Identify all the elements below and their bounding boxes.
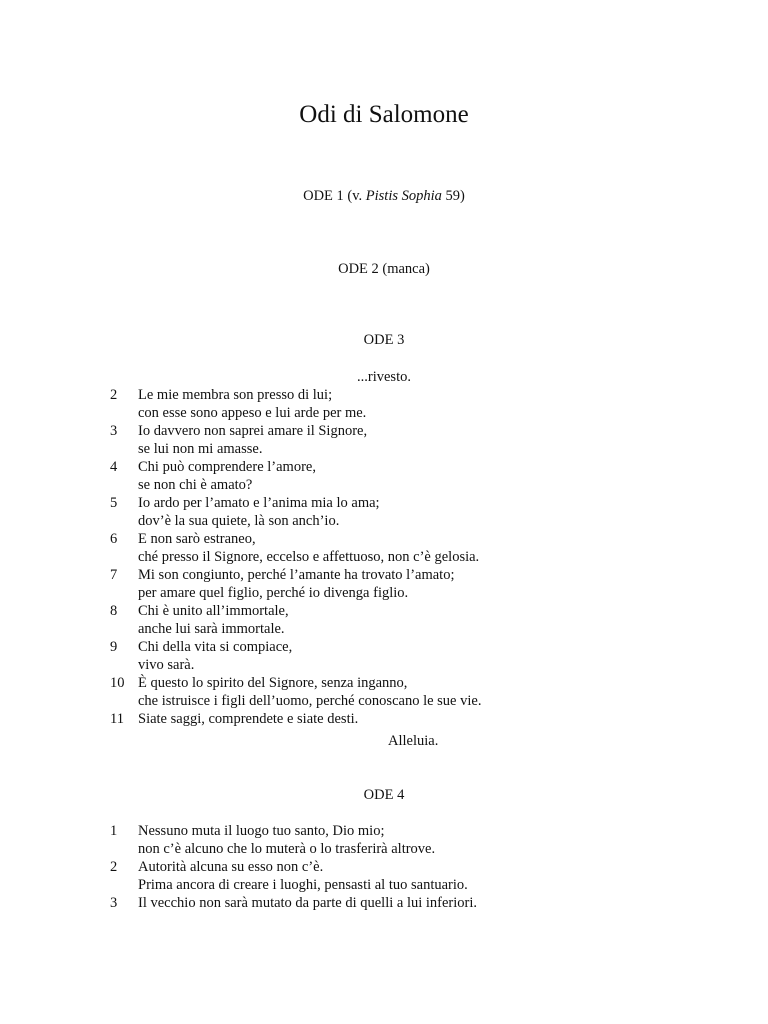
verse-number: 2 (110, 387, 118, 403)
ode4-heading: ODE 4 (363, 787, 405, 803)
verse-text: Io davvero non saprei amare il Signore, (138, 423, 368, 439)
verse-text: se non chi è amato? (138, 477, 253, 493)
verse-line (110, 674, 670, 692)
verse-line (110, 858, 670, 876)
verse-number: 4 (110, 459, 118, 475)
verse-line (110, 620, 670, 638)
verse-text: Siate saggi, comprendete e siate desti. (138, 711, 359, 727)
verse-text: dov’è la sua quiete, là son anch’io. (138, 513, 340, 529)
verse-text: se lui non mi amasse. (138, 441, 263, 457)
verse-number: 5 (110, 495, 118, 511)
verse-line (110, 710, 670, 728)
document-title: Odi di Salomone (299, 101, 469, 128)
verse-text: che istruisce i figli dell’uomo, perché conoscano le sue vie. (138, 693, 482, 709)
verse-text: Nessuno muta il luogo tuo santo, Dio mio; (138, 823, 385, 839)
verse-line (110, 656, 670, 674)
ode4-verses (110, 822, 670, 912)
verse-number: 3 (110, 423, 118, 439)
verse-line (110, 894, 670, 912)
verse-text: non c’è alcuno che lo muterà o lo trasferirà altrove. (138, 841, 436, 857)
verse-line (110, 422, 670, 440)
verse-text: Le mie membra son presso di lui; (138, 387, 333, 403)
verse-text: con esse sono appeso e lui arde per me. (138, 405, 367, 421)
verse-text: Il vecchio non sarà mutato da parte di quelli a lui inferiori. (138, 895, 478, 911)
verse-line (110, 822, 670, 840)
verse-text: Prima ancora di creare i luoghi, pensasti al tuo santuario. (138, 877, 468, 893)
verse-line (110, 638, 670, 656)
verse-number: 1 (110, 823, 118, 839)
verse-text: Chi della vita si compiace, (138, 639, 293, 655)
ode1-heading-prefix: ODE 1 (v. (303, 188, 366, 204)
verse-line (110, 476, 670, 494)
verse-line (110, 566, 670, 584)
verse-number: 7 (110, 567, 118, 583)
verse-line (110, 440, 670, 458)
ode1-heading-suffix: 59) (441, 188, 465, 204)
ode1-heading (0, 187, 768, 205)
verse-number: 9 (110, 639, 118, 655)
verse-text: per amare quel figlio, perché io divenga figlio. (138, 585, 409, 601)
verse-number: 6 (110, 531, 118, 547)
verse-line (110, 458, 670, 476)
verse-line (110, 548, 670, 566)
verse-text: ché presso il Signore, eccelso e affettuoso, non c’è gelosia. (138, 549, 480, 565)
ode1-heading-italic: Pistis Sophia (365, 188, 442, 204)
verse-line (110, 876, 670, 894)
verse-text: Chi è unito all’immortale, (138, 603, 289, 619)
verse-line (110, 404, 670, 422)
ode3-intro: ...rivesto. (357, 369, 411, 385)
verse-text: Chi può comprendere l’amore, (138, 459, 316, 475)
ode3-closing: Alleluia. (388, 733, 439, 749)
verse-text: Io ardo per l’amato e l’anima mia lo ama; (138, 495, 380, 511)
ode3-heading: ODE 3 (363, 332, 405, 348)
verse-line (110, 602, 670, 620)
verse-line (110, 494, 670, 512)
verse-line (110, 692, 670, 710)
verse-number: 2 (110, 859, 118, 875)
verse-number: 3 (110, 895, 118, 911)
verse-text: vivo sarà. (138, 657, 195, 673)
ode3-verses (110, 386, 670, 728)
verse-text: Mi son congiunto, perché l’amante ha trovato l’amato; (138, 567, 455, 583)
verse-line (110, 584, 670, 602)
verse-text: E non sarò estraneo, (138, 531, 256, 547)
verse-line (110, 512, 670, 530)
verse-line (110, 386, 670, 404)
verse-number: 8 (110, 603, 118, 619)
verse-text: Autorità alcuna su esso non c’è. (138, 859, 324, 875)
verse-number: 11 (110, 711, 124, 727)
verse-text: È questo lo spirito del Signore, senza inganno, (138, 675, 408, 691)
verse-line (110, 840, 670, 858)
ode2-heading: ODE 2 (manca) (338, 261, 430, 277)
verse-text: anche lui sarà immortale. (138, 621, 285, 637)
verse-number: 10 (110, 675, 125, 691)
verse-line (110, 530, 670, 548)
